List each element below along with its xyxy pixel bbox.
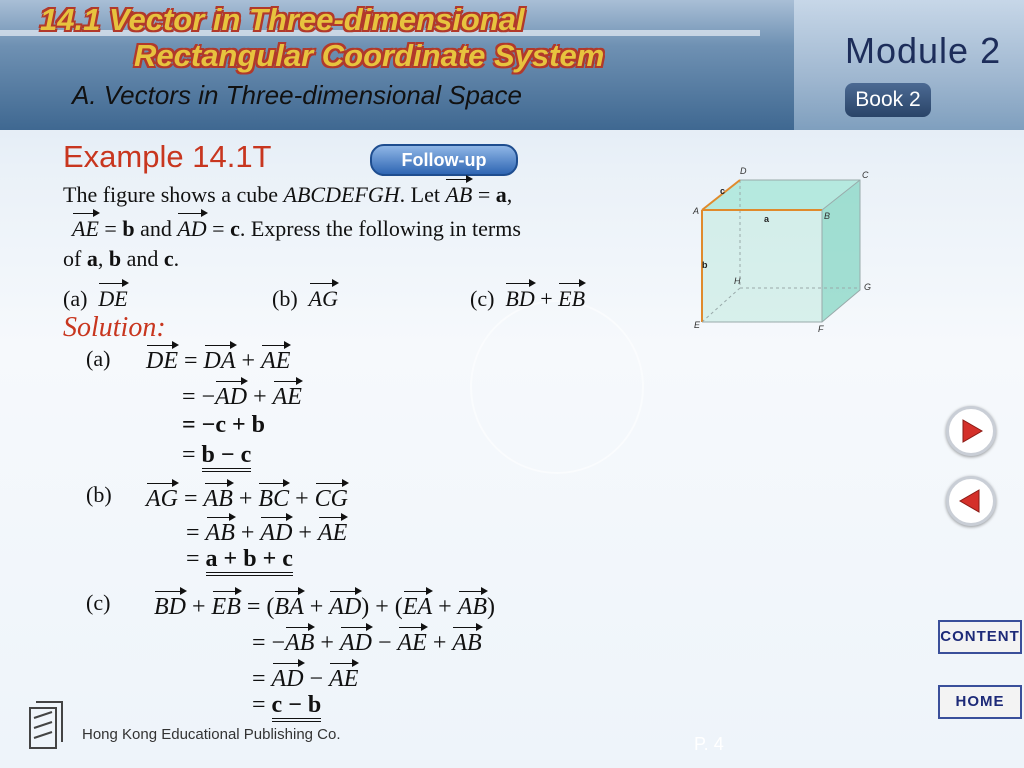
vector-AE: AE: [318, 516, 347, 547]
plus: +: [534, 286, 559, 311]
vector-AD: AD: [215, 380, 247, 411]
vector-AD: AD: [340, 626, 372, 657]
vector-b: b: [108, 246, 122, 271]
home-button[interactable]: HOME: [938, 685, 1022, 719]
equals: =: [98, 216, 123, 241]
comma: ,: [506, 182, 513, 207]
plus: +: [235, 348, 262, 374]
solution-c-line3: [252, 662, 358, 693]
vector-AE: AE: [273, 380, 302, 411]
plus: +: [432, 594, 458, 620]
equals: =: [186, 520, 206, 546]
vector-AD: AD: [260, 516, 292, 547]
equals: =: [252, 692, 272, 718]
comma: ,: [97, 246, 109, 271]
cube-name: ABCDEFGH: [283, 182, 400, 207]
vector-AD: AD: [272, 662, 304, 693]
follow-up-button[interactable]: Follow-up: [370, 144, 518, 176]
publisher-logo: [22, 696, 72, 754]
solution-c-line4: [252, 692, 321, 719]
equals: =: [206, 216, 231, 241]
part-b-question: [272, 282, 338, 312]
vertex-G: G: [864, 282, 872, 292]
vector-AD: AD: [329, 590, 361, 621]
close-paren: ): [487, 594, 496, 620]
solution-a-line1: [146, 344, 290, 375]
next-slide-button[interactable]: [946, 406, 996, 456]
and-text: and: [134, 216, 178, 241]
chapter-title-line1: 14.1 Vector in Three-dimensional: [40, 2, 525, 37]
cube-front-face: [702, 210, 822, 322]
solution-b-label: (b): [86, 482, 112, 507]
vector-AG: AG: [146, 482, 178, 513]
ferris-wheel-watermark: [470, 300, 644, 474]
vector-AE: AE: [72, 212, 99, 242]
problem-line-2: [72, 212, 521, 242]
plus: +: [289, 486, 315, 512]
solution-b-line2: [186, 516, 347, 547]
problem-text: The figure shows a cube: [63, 182, 284, 207]
section-subtitle: A. Vectors in Three-dimensional Space: [72, 80, 522, 110]
vector-AB: AB: [206, 516, 235, 547]
vector-CG: CG: [315, 482, 348, 513]
previous-slide-button[interactable]: [946, 476, 996, 526]
plus: +: [232, 486, 259, 512]
vertex-H: H: [734, 276, 741, 286]
edge-label-b: b: [702, 260, 708, 270]
equals-minus: = −: [252, 630, 286, 656]
equals: =: [186, 546, 206, 572]
play-left-icon: [958, 488, 984, 514]
vertex-C: C: [862, 170, 869, 180]
equals: =: [252, 666, 272, 692]
solution-b-line3: [186, 546, 293, 573]
solution-b-line1: [146, 482, 348, 513]
chapter-title-line2: Rectangular Coordinate System: [134, 38, 605, 73]
module-label: Module 2: [845, 30, 1002, 71]
cube-diagram: [693, 160, 880, 340]
vector-AB: AB: [285, 626, 314, 657]
solution-heading: Solution:: [63, 312, 166, 343]
part-label: (c): [470, 286, 495, 311]
vector-AE: AE: [398, 626, 427, 657]
publisher-name: Hong Kong Educational Publishing Co.: [82, 726, 341, 743]
plus: +: [247, 384, 273, 410]
page-number: P. 4: [694, 734, 724, 754]
solution-a-line4: [182, 442, 251, 469]
part-a-question: [63, 282, 128, 312]
plus: +: [292, 520, 318, 546]
vector-AE: AE: [329, 662, 358, 693]
solution-a-label: (a): [86, 346, 111, 371]
book-badge: Book 2: [845, 83, 931, 117]
vector-c: c: [163, 246, 174, 271]
problem-text: . Express the following in terms: [239, 216, 521, 241]
solution-c-label: (c): [86, 590, 111, 615]
period: .: [173, 246, 180, 271]
part-label: (b): [272, 286, 298, 311]
vector-AB: AB: [458, 590, 487, 621]
solution-a-line3: = −c + b: [182, 412, 266, 438]
vector-AB: AB: [204, 482, 233, 513]
answer-b: a + b + c: [206, 546, 293, 576]
vector-EB: EB: [558, 282, 585, 312]
vertex-D: D: [740, 166, 747, 176]
equals: =: [178, 348, 204, 374]
problem-text: . Let: [399, 182, 446, 207]
vertex-A: A: [693, 206, 700, 216]
answer-c: c − b: [272, 692, 322, 722]
example-title: Example 14.1T: [63, 139, 272, 174]
plus: +: [234, 520, 261, 546]
edge-label-a: a: [764, 214, 770, 224]
minus: −: [303, 666, 330, 692]
part-c-question: [470, 282, 585, 312]
problem-line-3: [63, 246, 179, 272]
vector-AD: AD: [177, 212, 206, 242]
solution-c-line2: [252, 626, 482, 657]
vector-BA: BA: [274, 590, 303, 621]
equals: =: [182, 442, 202, 468]
vector-BD: BD: [505, 282, 534, 312]
plus: +: [314, 630, 340, 656]
problem-line-1: [63, 178, 512, 208]
equals-minus: = −: [182, 384, 216, 410]
plus: +: [186, 594, 212, 620]
vector-BC: BC: [258, 482, 289, 513]
vector-EB: EB: [212, 590, 241, 621]
problem-text: of: [63, 246, 87, 271]
content-button[interactable]: CONTENT: [938, 620, 1022, 654]
plus: +: [303, 594, 330, 620]
minus: −: [371, 630, 398, 656]
play-right-icon: [958, 418, 984, 444]
vector-c: c: [230, 216, 240, 241]
edge-label-c: c: [720, 186, 726, 196]
and-text: and: [121, 246, 164, 271]
vector-DA: DA: [204, 344, 236, 375]
equals-paren: = (: [240, 594, 275, 620]
vector-DE: DE: [98, 282, 127, 312]
part-label: (a): [63, 286, 88, 311]
solution-a-line2: [182, 380, 302, 411]
vertex-B: B: [824, 211, 831, 221]
answer-a: b − c: [202, 442, 252, 472]
solution-c-line1: [154, 590, 495, 621]
vector-AB: AB: [452, 626, 481, 657]
equals: =: [472, 182, 496, 207]
vector-b: b: [122, 216, 135, 241]
equals: =: [178, 486, 204, 512]
vector-EA: EA: [403, 590, 432, 621]
vertex-E: E: [694, 320, 701, 330]
vector-AG: AG: [309, 282, 338, 312]
vector-AE: AE: [261, 344, 290, 375]
vector-AB: AB: [445, 178, 472, 208]
plus: +: [426, 630, 453, 656]
vector-DE: DE: [146, 344, 178, 375]
vector-a: a: [495, 182, 507, 207]
paren-plus-paren: ) + (: [361, 594, 403, 620]
vector-a: a: [86, 246, 98, 271]
vertex-F: F: [818, 324, 824, 334]
vector-BD: BD: [154, 590, 186, 621]
